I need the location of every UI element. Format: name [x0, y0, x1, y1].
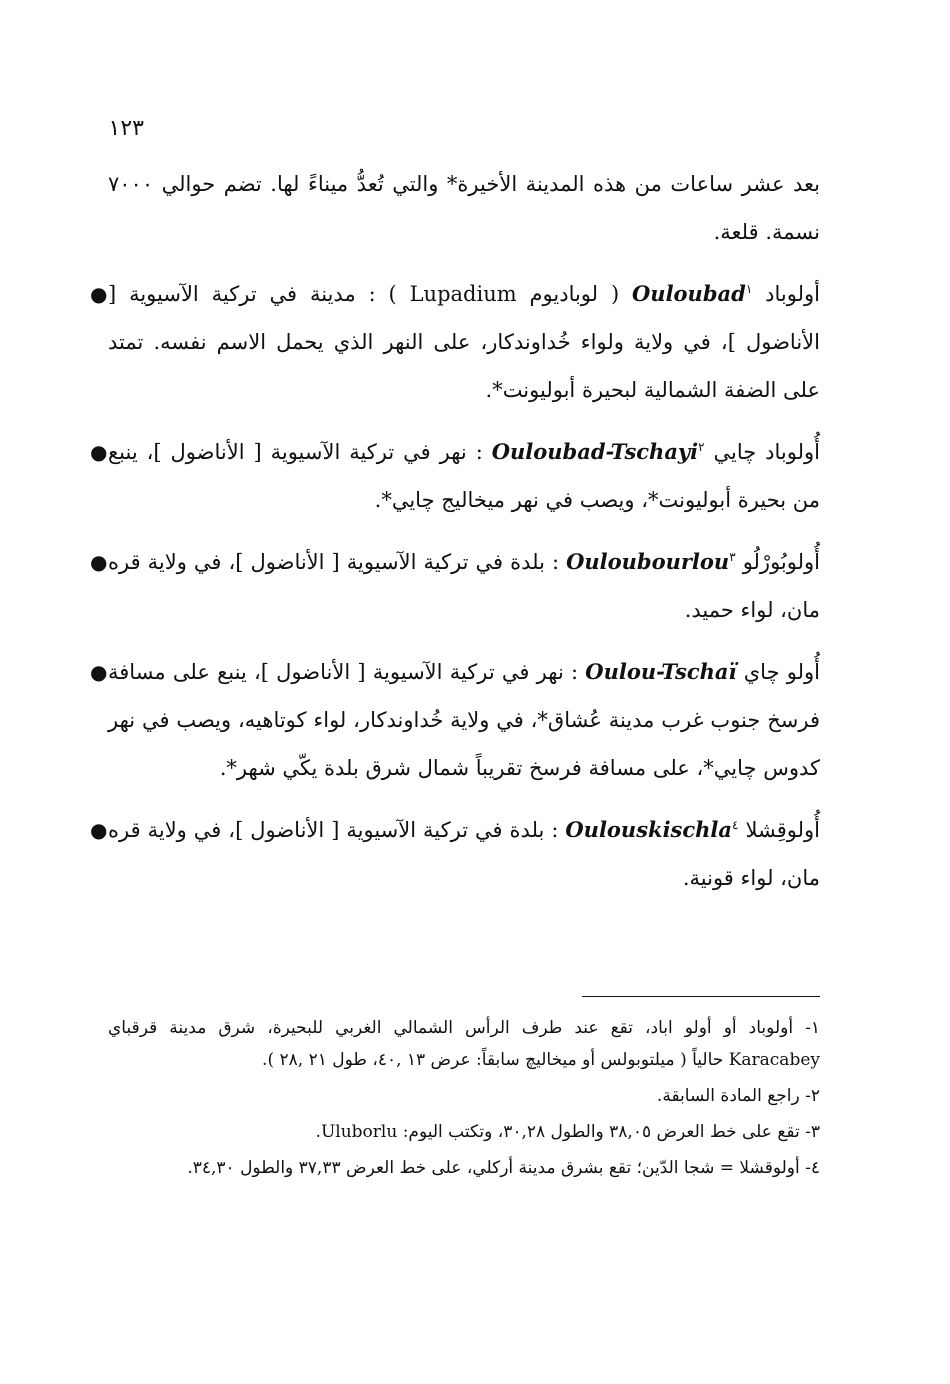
footnotes [108, 1012, 820, 1188]
bullet-icon: ● [90, 660, 108, 684]
entry-ouloubad-tschayi [90, 428, 820, 524]
footnote-ref: ٤ [732, 818, 739, 832]
bullet-icon: ● [90, 550, 108, 574]
entry-text: : بلدة في تركية الآسيوية [ الأناضول ]، في ولاية قره مان، لواء قونية. [108, 818, 820, 890]
entry-text: : نهر في تركية الآسيوية [ الأناضول ]، ينبع من بحيرة أبوليونت*، ويصب في نهر ميخاليج چايي*. [108, 440, 820, 512]
page-number: ١٢٣ [108, 116, 144, 141]
entry-name-latin: Ouloubad [632, 281, 746, 306]
intro-paragraph: بعد عشر ساعات من هذه المدينة الأخيرة* والتي تُعدُّ ميناءً لها. تضم حوالي ٧٠٠٠ نسمة. قلعة. [108, 172, 820, 244]
entry-name-latin: Ouloubad-Tschayi [491, 439, 699, 464]
entry-oulou-tschai [90, 648, 820, 792]
footnote-ref: ٢ [698, 440, 705, 454]
entry-text: ( لوباديوم Lupadium ) : مدينة في تركية الآسيوية [ الأناضول ]، في ولاية ولواء خُداوندكار، على النهر الذي يحمل الاسم نفسه. تمتد على الضفة الشمالية لبحيرة أبوليونت*. [108, 282, 820, 402]
entry-name-latin: Oulou-Tschaï [585, 659, 737, 684]
bullet-icon: ● [90, 440, 108, 464]
entry-ouloubourlou [90, 538, 820, 634]
footnote-3: ٣- تقع على خط العرض ٣٨,٠٥ والطول ٣٠,٢٨، وتكتب اليوم: Uluborlu. [315, 1122, 820, 1142]
footnote-4: ٤- أولوقشلا = شجا الدّين؛ تقع بشرق مدينة أركلي، على خط العرض ٣٧,٣٣ والطول ٣٤,٣٠. [187, 1158, 820, 1178]
entry-ouloukischla [90, 806, 820, 902]
entry-name-latin: Ouloubourlou [566, 549, 730, 574]
footnote-1: ١- أولوباد أو أولو اباد، تقع عند طرف الرأس الشمالي الغربي للبحيرة، شرق مدينة قرقباي Karacabey حالياً ( ميلتوبولس أو ميخاليچ سابقاً: عرض ١٣ ,٤٠، طول ٢١ ,٢٨ ). [108, 1018, 820, 1070]
main-text [90, 160, 820, 916]
entry-text: : نهر في تركية الآسيوية [ الأناضول ]، ينبع على مسافة فرسخ جنوب غرب مدينة عُشاق*، في ولاية خُداوندكار، لواء كوتاهيه، ويصب في نهر كدوس چايي*، على مسافة فرسخ تقريباً شمال شرق بلدة يكّي شهر*. [108, 660, 820, 780]
entry-name-ar: أولوباد [765, 282, 820, 306]
footnote-ref: ١ [745, 282, 753, 296]
entry-text: : بلدة في تركية الآسيوية [ الأناضول ]، في ولاية قره مان، لواء حميد. [108, 550, 820, 622]
footnote-2: ٢- راجع المادة السابقة. [656, 1086, 820, 1106]
entry-body [108, 806, 820, 902]
entry-body [108, 270, 820, 414]
bullet-icon: ● [90, 818, 108, 842]
entry-name-ar: أُولوقِشلا [745, 818, 820, 842]
entry-body [108, 428, 820, 524]
entry-name-latin: Oulouskischla [565, 817, 733, 842]
footnote-divider [582, 996, 820, 997]
entry-name-ar: أُولو چاي [743, 660, 820, 684]
entry-ouloubad [90, 270, 820, 414]
entry-body [108, 538, 820, 634]
bullet-icon: ● [90, 282, 108, 306]
entry-name-ar: أُولوباد چايي [713, 440, 820, 464]
entry-name-ar: أُولوبُورْلُو [742, 550, 820, 574]
entry-body [108, 648, 820, 792]
footnote-ref: ٣ [729, 550, 736, 564]
